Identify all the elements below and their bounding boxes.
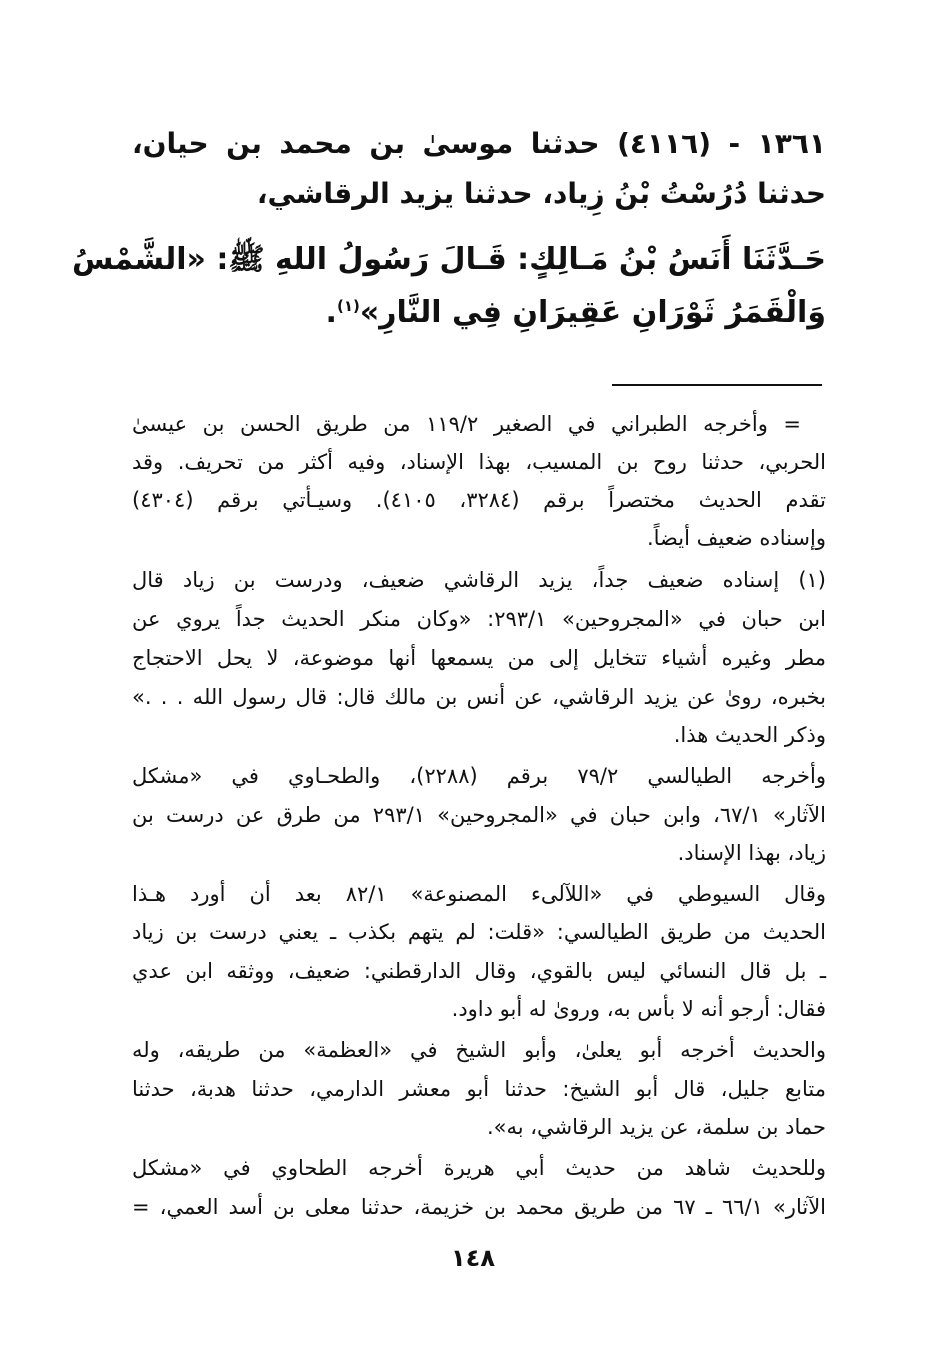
footnote-line: حماد بن سلمة، عن يزيد الرقاشي، به». (486, 1115, 826, 1139)
footnote-line: وإسناده ضعيف أيضاً. (646, 526, 826, 550)
main-text-line-2: حدثنا دُرُسْتُ بْنُ زِياد، حدثنا يزيد الرقاشي، (256, 177, 826, 210)
footnote-line: الآثار» ٦٦/١ ـ ٦٧ من طريق محمد بن خزيمة، حدثنا معلى بن أسد العمي، = (132, 1195, 827, 1219)
footnote-line: وقال السيوطي في «اللآلىء المصنوعة» ٨٢/١ بعد أن أورد هـذا (132, 882, 826, 906)
footnote-line: فقال: أرجو أنه لا بأس به، وروىٰ له أبو داود. (451, 997, 826, 1021)
footnote-line: وذكر الحديث هذا. (673, 723, 826, 747)
footnote-line: مطر وغيره أشياء تتخايل إلى من يسمعها أنها موضوعة، لا يحل الاحتجاج (132, 646, 826, 670)
footnote-line: وللحديث شاهد من حديث أبي هريرة أخرجه الطحاوي في «مشكل (132, 1156, 826, 1180)
footnote-line: والحديث أخرجه أبو يعلىٰ، وأبو الشيخ في «العظمة» من طريقه، وله (132, 1038, 826, 1062)
footnote-line: ابن حبان في «المجروحين» ٢٩٣/١: «وكان منكر الحديث جداً يروي عن (132, 607, 826, 631)
footnote-line: بخبره، روىٰ عن يزيد الرقاشي، عن أنس بن مالك قال: قال رسول الله . . .» (132, 685, 826, 709)
footnote-line: الآثار» ٦٧/١، وابن حبان في «المجروحين» ٢٩٣/١ من طرق عن درست بن (132, 803, 826, 827)
main-text-line-3: حَـدَّثَنَا أَنَسُ بْنُ مَـالِكٍ: قَـالَ رَسُولُ اللهِ ﷺ: «الشَّمْسُ (71, 242, 826, 277)
page-number: ١٤٨ (451, 1244, 495, 1272)
footnote-line: الحديث من طريق الطيالسي: «قلت: لم يتهم بكذب ـ يعني درست بن زياد (132, 920, 826, 944)
footnote-line: وأخرجه الطيالسي ٧٩/٢ برقم (٢٢٨٨)، والطحـاوي في «مشكل (132, 764, 827, 788)
full-stop: . (325, 295, 337, 330)
footnote-line: تقدم الحديث مختصراً برقم (٣٢٨٤، ٤١٠٥). وسيـأتي برقم (٤٣٠٤) (132, 488, 826, 512)
footnote-line: زياد، بهذا الإسناد. (677, 841, 826, 865)
footnote-ref: (١) (336, 297, 360, 315)
footnote-line: (١) إسناده ضعيف جداً، يزيد الرقاشي ضعيف، ودرست بن زياد قال (132, 568, 826, 592)
main-text-line-1: ١٣٦١ - (٤١١٦) حدثنا موسىٰ بن محمد بن حيان، (132, 127, 826, 160)
footnote-line: متابع جليل، قال أبو الشيخ: حدثنا أبو معشر الدارمي، حدثنا هدبة، حدثنا (132, 1077, 826, 1101)
footnote-line: الحربي، حدثنا روح بن المسيب، بهذا الإسناد، وفيه أكثر من تحريف. وقد (132, 450, 826, 474)
footnote-separator (612, 384, 822, 386)
main-text-line-4 (132, 295, 826, 330)
footnote-line: ـ بل قال النسائي ليس بالقوي، وقال الدارقطني: ضعيف، ووثقه ابن عدي (132, 959, 826, 983)
hadith-text-end: وَالْقَمَرُ ثَوْرَانِ عَقِيرَانِ فِي النَّارِ» (359, 295, 826, 330)
footnote-line: = وأخرجه الطبراني في الصغير ١١٩/٢ من طريق الحسن بن عيسىٰ (132, 412, 801, 436)
